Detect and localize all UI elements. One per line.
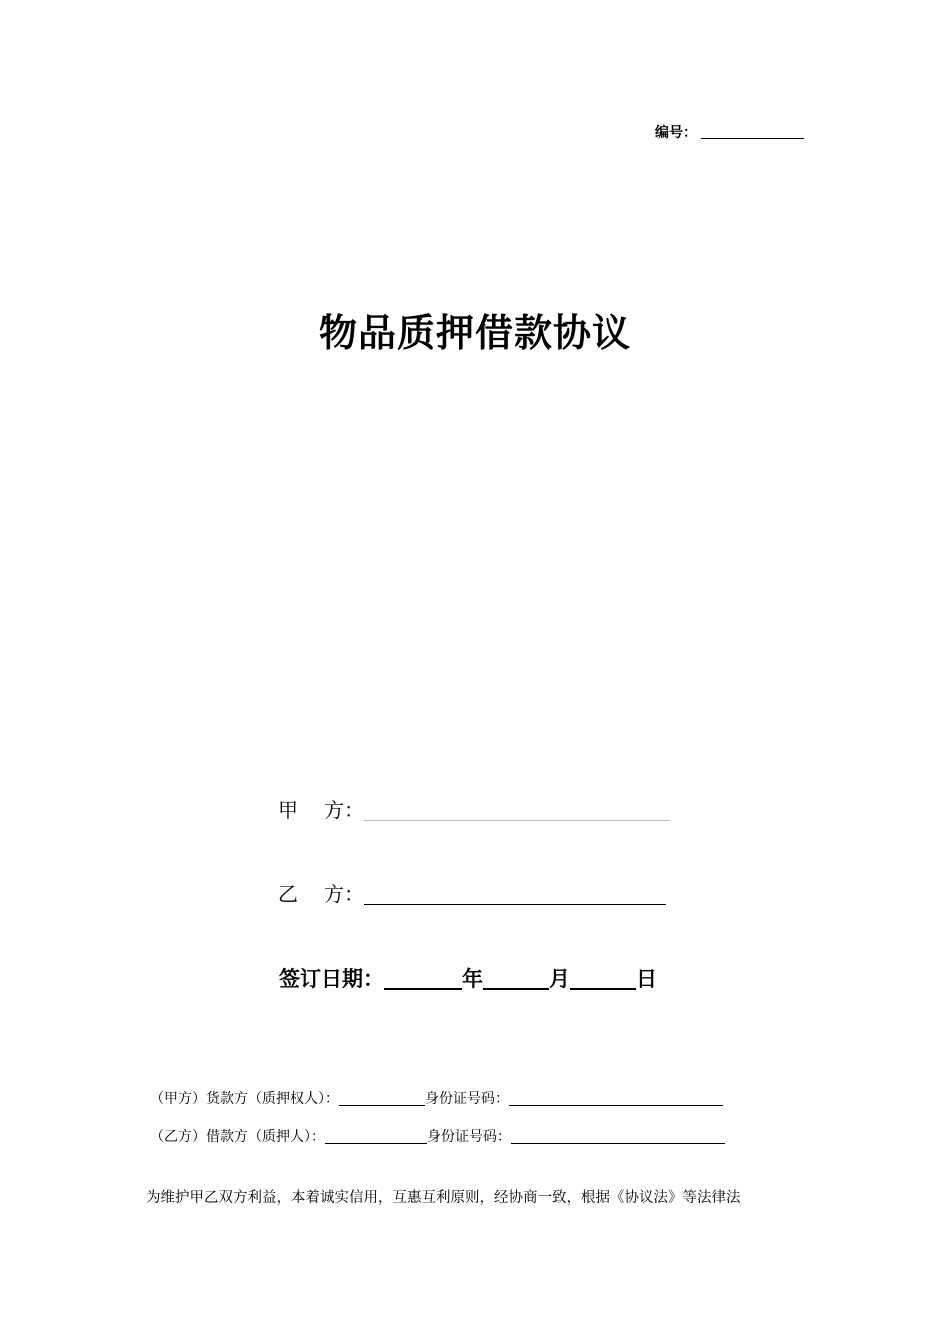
lender-id-label: 身份证号码：: [425, 1091, 509, 1107]
signing-day-label: 日: [636, 967, 657, 991]
signing-month-label: 月: [549, 967, 570, 991]
serial-number-label: 编号：: [655, 125, 697, 141]
signing-month-blank[interactable]: [483, 987, 549, 990]
borrower-id-label: 身份证号码：: [427, 1129, 511, 1145]
lender-label: （甲方）货款方（质押权人）：: [150, 1091, 339, 1107]
signing-date-label: 签订日期：: [279, 967, 384, 991]
lender-id-blank[interactable]: [509, 1104, 723, 1106]
lender-info-row: [150, 1088, 723, 1108]
borrower-info-row: [150, 1126, 725, 1146]
party-b-blank[interactable]: [364, 903, 666, 905]
party-b-row: [278, 878, 666, 907]
serial-number-field: [655, 122, 804, 142]
serial-number-blank[interactable]: [701, 137, 804, 139]
party-a-blank[interactable]: [364, 819, 670, 821]
borrower-name-blank[interactable]: [325, 1142, 427, 1144]
signing-year-label: 年: [462, 967, 483, 991]
lender-name-blank[interactable]: [339, 1104, 425, 1106]
signing-day-blank[interactable]: [570, 987, 636, 990]
party-b-char: 乙: [278, 882, 298, 906]
borrower-label: （乙方）借款方（质押人）：: [150, 1129, 325, 1145]
signing-date-row: [279, 963, 657, 993]
document-title: 物品质押借款协议: [318, 310, 631, 355]
party-a-row: [278, 794, 670, 823]
borrower-id-blank[interactable]: [511, 1142, 725, 1144]
party-a-char: 甲: [278, 798, 298, 822]
agreement-intro-paragraph: 为维护甲乙双方利益，本着诚实信用，互惠互利原则，经协商一致，根据《协议法》等法律法: [146, 1190, 741, 1206]
party-b-suffix: 方：: [324, 882, 364, 906]
party-a-suffix: 方：: [324, 798, 364, 822]
signing-year-blank[interactable]: [384, 987, 462, 990]
